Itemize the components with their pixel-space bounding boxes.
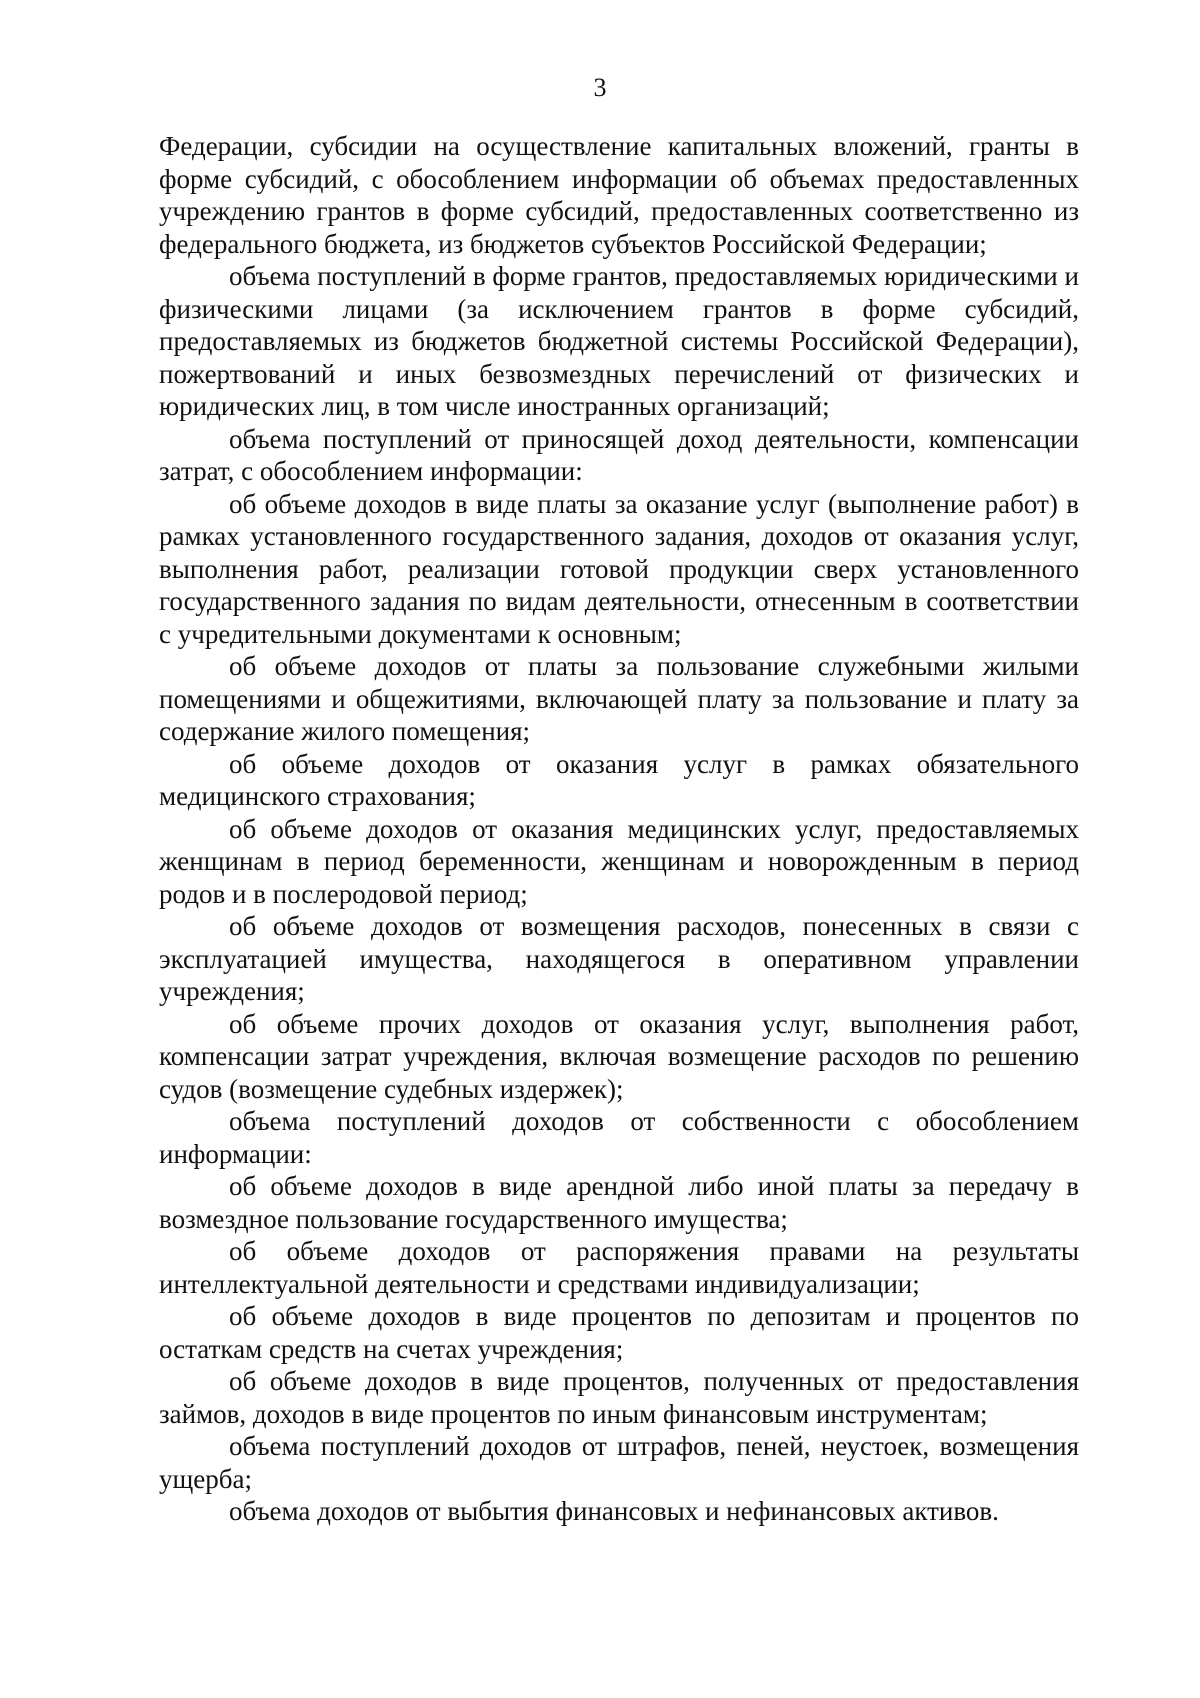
paragraph: объема поступлений доходов от штрафов, пеней, неустоек, возмещения ущерба;: [159, 1431, 1079, 1494]
page-number: 3: [593, 73, 607, 102]
paragraph: об объеме доходов от платы за пользование служебными жилыми помещениями и общежитиями, включающей плату за пользование и плату за содержание жилого помещения;: [159, 651, 1079, 746]
paragraph: об объеме доходов в виде процентов по депозитам и процентов по остаткам средств на счетах учреждения;: [159, 1301, 1079, 1364]
paragraph: объема поступлений от приносящей доход деятельности, компенсации затрат, с обособлением информации:: [159, 423, 1079, 486]
paragraph: об объеме доходов от оказания медицинских услуг, предоставляемых женщинам в период беременности, женщинам и новорожденным в период родов и в послеродовой период;: [159, 813, 1079, 909]
paragraph-continuation: Федерации, субсидии на осуществление капитальных вложений, гранты в форме субсидий, с обособлением информации об объемах предоставленных учреждению грантов в форме субсидий, предоставленных соответственно из федерального бюджета, из бюджетов субъектов Российской Федерации;: [159, 131, 1079, 259]
paragraph: объема поступлений доходов от собственности с обособлением информации:: [159, 1106, 1079, 1169]
paragraph: об объеме доходов в виде процентов, полученных от предоставления займов, доходов в виде процентов по иным финансовым инструментам;: [159, 1366, 1079, 1429]
paragraph: об объеме доходов от оказания услуг в рамках обязательного медицинского страхования;: [159, 748, 1079, 811]
paragraph: об объеме доходов от возмещения расходов, понесенных в связи с эксплуатацией имущества, находящегося в оперативном управлении учреждения;: [159, 911, 1079, 1006]
paragraph: об объеме прочих доходов от оказания услуг, выполнения работ, компенсации затрат учреждения, включая возмещение расходов по решению судов (возмещение судебных издержек);: [159, 1008, 1079, 1104]
paragraph: об объеме доходов в виде платы за оказание услуг (выполнение работ) в рамках установленного государственного задания, доходов от оказания услуг, выполнения работ, реализации готовой продукции сверх установленного государственного задания по видам деятельности, отнесенным в соответствии с учредительными документами к основным;: [159, 488, 1079, 649]
paragraph: объема доходов от выбытия финансовых и нефинансовых активов.: [229, 1496, 999, 1526]
paragraph: об объеме доходов в виде арендной либо иной платы за передачу в возмездное пользование государственного имущества;: [159, 1171, 1079, 1234]
paragraph: об объеме доходов от распоряжения правами на результаты интеллектуальной деятельности и средствами индивидуализации;: [159, 1236, 1079, 1299]
paragraph: объема поступлений в форме грантов, предоставляемых юридическими и физическими лицами (за исключением грантов в форме субсидий, предоставляемых из бюджетов бюджетной системы Российской Федерации), пожертвований и иных безвозмездных перечислений от физических и юридических лиц, в том числе иностранных организаций;: [159, 261, 1079, 421]
document-body: [159, 130, 1079, 1528]
